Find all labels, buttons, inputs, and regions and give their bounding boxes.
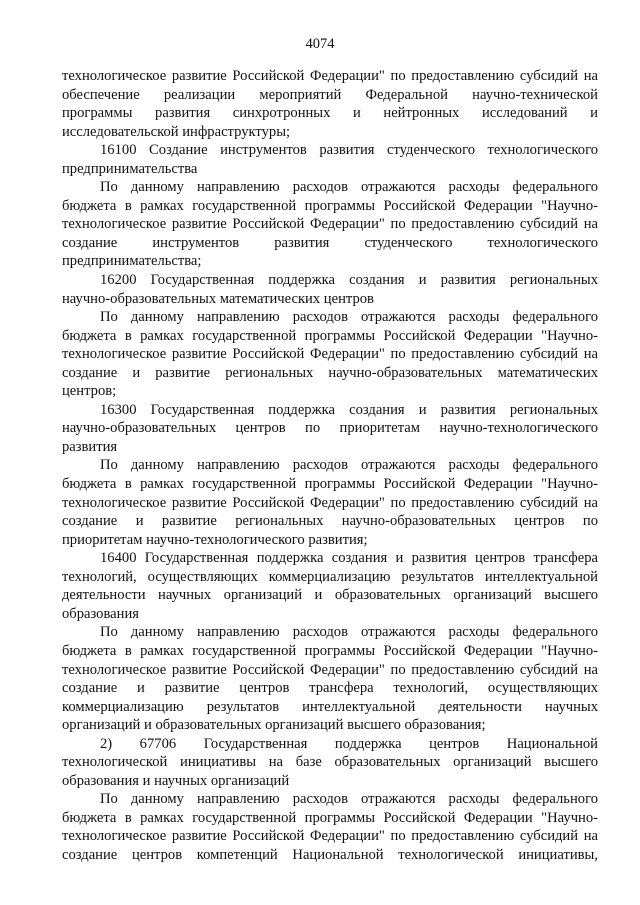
page-number: 4074 (305, 36, 335, 52)
text-line: бюджета в рамках государственной программы Российской Федерации "Научно- (62, 197, 598, 214)
text-line: технологическое развитие Российской Федерации" по предоставлению субсидий на (62, 661, 598, 678)
text-line: 16100 Создание инструментов развития студенческого технологического (100, 142, 598, 159)
text-line: бюджета в рамках государственной программы Российской Федерации "Научно- (62, 809, 598, 826)
document-body (62, 67, 598, 865)
text-line: технологическое развитие Российской Федерации" по предоставлению субсидий на (62, 494, 598, 511)
text-line: По данному направлению расходов отражаются расходы федерального (100, 624, 598, 641)
text-line: исследовательской инфраструктуры; (62, 123, 291, 140)
text-line: обеспечение реализации мероприятий Федеральной научно-технической (62, 86, 598, 103)
text-line: создание инструментов развития студенческого технологического (62, 234, 598, 251)
text-line: 16400 Государственная поддержка создания и развития центров трансфера (100, 550, 598, 567)
text-line: научно-образовательных математических центров (62, 290, 374, 307)
text-line: образования (62, 605, 139, 622)
text-line: предпринимательства; (62, 253, 202, 270)
text-line: развития (62, 438, 118, 455)
text-line: создание и развитие региональных научно-образовательных центров по (62, 513, 598, 530)
text-line: По данному направлению расходов отражаются расходы федерального (100, 309, 598, 326)
text-line: 2) 67706 Государственная поддержка центров Национальной (100, 735, 598, 752)
text-line: предпринимательства (62, 160, 198, 177)
text-line: создание центров компетенций Национальной технологической инициативы, (62, 846, 598, 863)
text-line: бюджета в рамках государственной программы Российской Федерации "Научно- (62, 476, 598, 493)
text-line: технологическое развитие Российской Федерации" по предоставлению субсидий на (62, 68, 598, 84)
text-line: По данному направлению расходов отражаются расходы федерального (100, 791, 598, 808)
text-line: технологий, осуществляющих коммерциализацию результатов интеллектуальной (62, 568, 598, 585)
text-line: научно-образовательных центров по приоритетам научно-технологического (62, 420, 598, 437)
text-line: технологическое развитие Российской Федерации" по предоставлению субсидий на (62, 216, 598, 233)
text-line: центров; (62, 383, 117, 400)
text-line: технологической инициативы на базе образовательных организаций высшего (62, 754, 598, 771)
text-line: организаций и образовательных организаций высшего образования; (62, 717, 486, 734)
text-line: технологическое развитие Российской Федерации" по предоставлению субсидий на (62, 346, 598, 363)
text-line: бюджета в рамках государственной программы Российской Федерации "Научно- (62, 327, 598, 344)
text-line: приоритетам научно-технологического развития; (62, 531, 368, 548)
text-line: создание и развитие региональных научно-образовательных математических (62, 364, 598, 381)
text-line: бюджета в рамках государственной программы Российской Федерации "Научно- (62, 642, 598, 659)
text-line: образования и научных организаций (62, 772, 290, 789)
text-line: программы развития синхротронных и нейтронных исследований и (62, 105, 598, 122)
text-line: По данному направлению расходов отражаются расходы федерального (100, 457, 598, 474)
text-line: По данному направлению расходов отражаются расходы федерального (100, 179, 598, 196)
text-line: деятельности научных организаций и образовательных организаций высшего (62, 587, 598, 604)
text-line: 16200 Государственная поддержка создания и развития региональных (100, 272, 598, 289)
text-line: 16300 Государственная поддержка создания и развития региональных (100, 401, 598, 418)
text-line: технологическое развитие Российской Федерации" по предоставлению субсидий на (62, 828, 598, 845)
text-line: создание и развитие центров трансфера технологий, осуществляющих (62, 680, 598, 697)
text-line: коммерциализацию результатов интеллектуальной деятельности научных (62, 698, 598, 715)
